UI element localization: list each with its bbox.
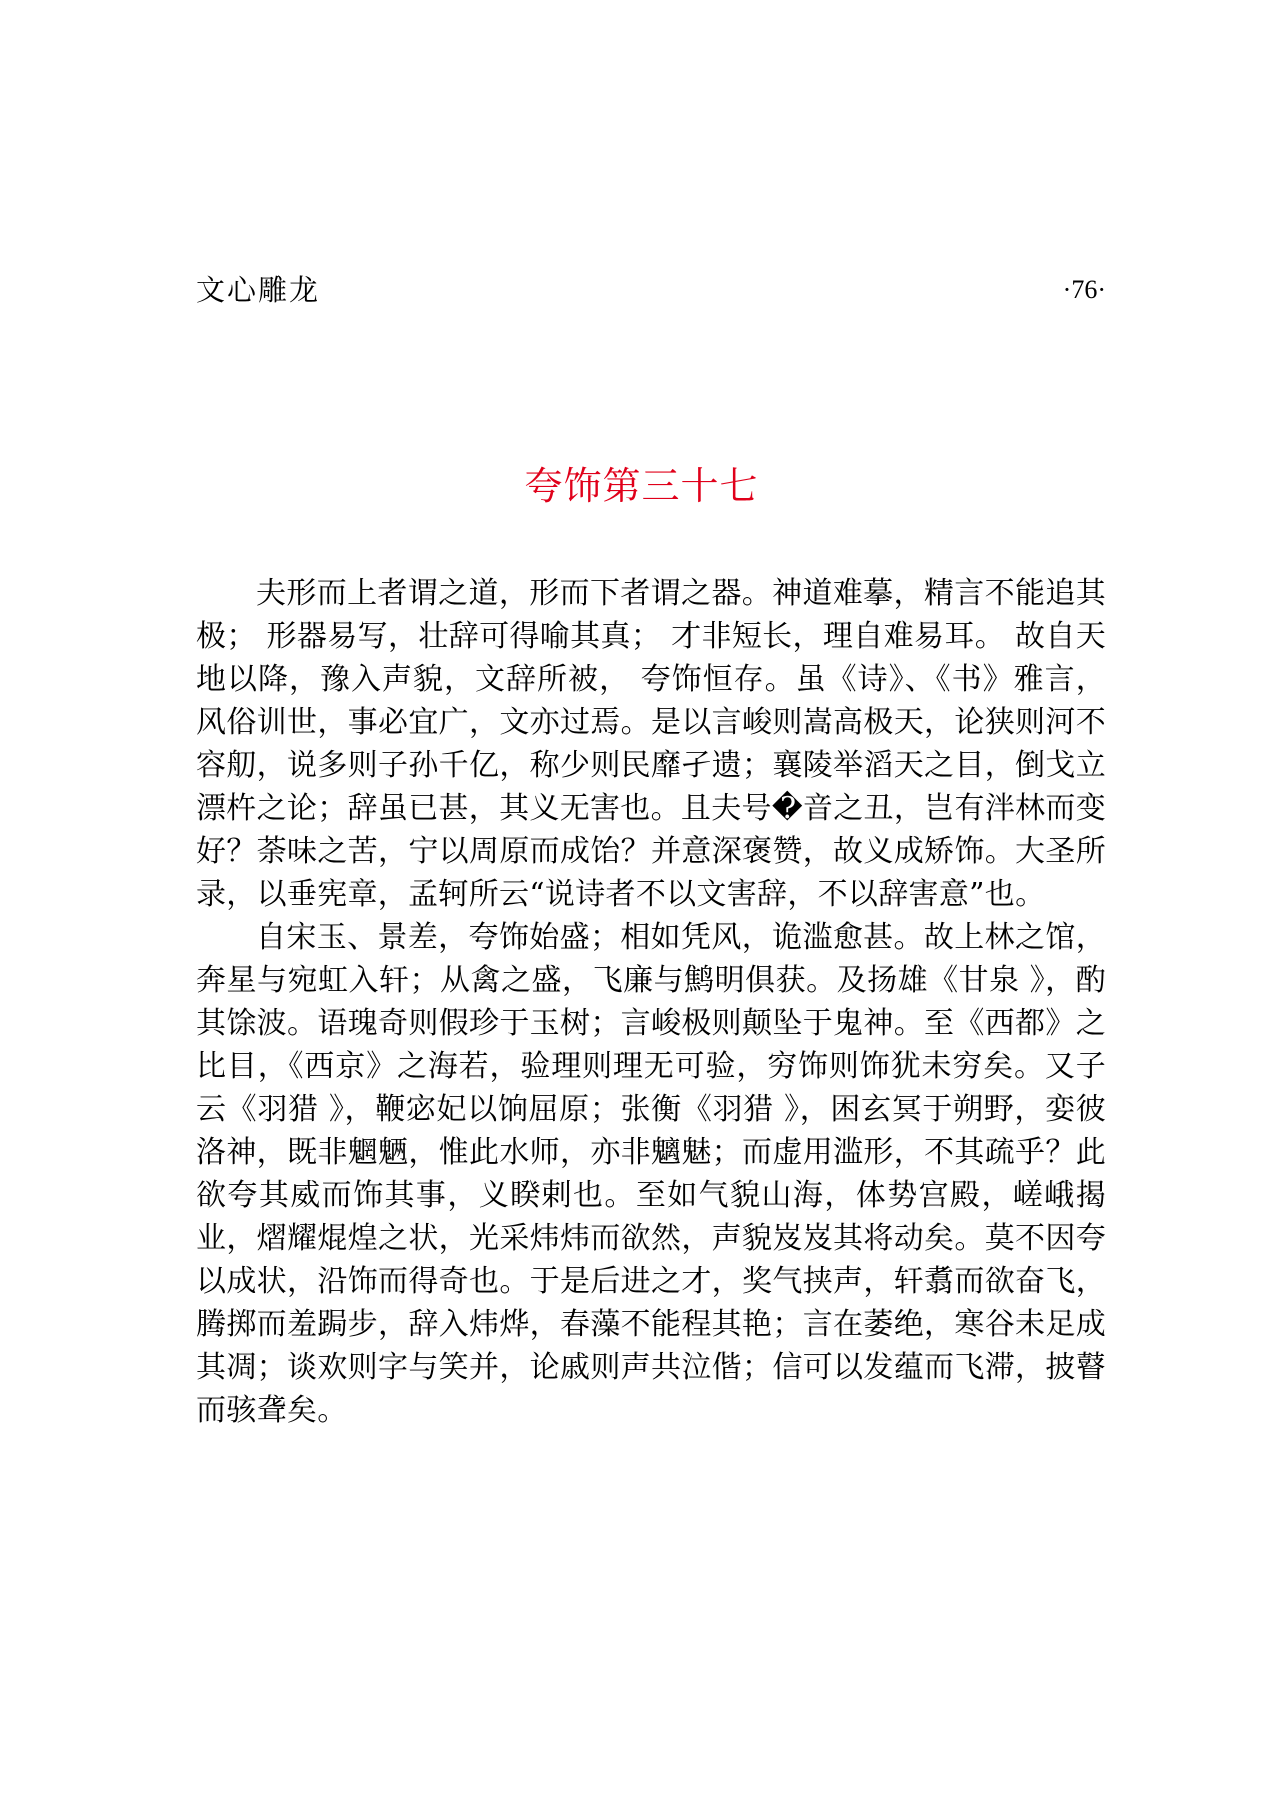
- running-header: [196, 268, 1106, 312]
- paragraph-1: 夫形而上者谓之道，形而下者谓之器。神道难摹，精言不能追其极； 形器易写，壮辞可得喻其真； 才非短长，理自难易耳。 故自天地以降，豫入声貌，文辞所被， 夸饰恒存。虽《诗》、《书》雅言，风俗训世，事必宜广，文亦过焉。是以言峻则嵩高极天，论狭则河不容舠，说多则子孙千亿，称少则民靡孑遗；襄陵举滔天之目，倒戈立漂杵之论；辞虽已甚，其义无害也。且夫号�音之丑，岂有泮林而变好？荼味之苦，宁以周原而成饴？并意深褒赞，故义成矫饰。大圣所录，以垂宪章，孟轲所云“说诗者不以文害辞，不以辞害意”也。: [196, 576, 1106, 912]
- page-number: ·76·: [1062, 275, 1106, 304]
- body-text: [196, 572, 1106, 1432]
- book-title: 文心雕龙: [196, 273, 321, 307]
- chapter-title: 夸饰第三十七: [524, 464, 759, 508]
- paragraph-2: 自宋玉、景差，夸饰始盛；相如凭风，诡滥愈甚。故上林之馆，奔星与宛虹入轩；从禽之盛，飞廉与鹪明俱获。及扬雄《甘泉 》，酌其馀波。语瑰奇则假珍于玉树；言峻极则颠坠于鬼神。至《西都》之比目，《西京》之海若，验理则理无可验，穷饰则饰犹未穷矣。又子云《羽猎 》，鞭宓妃以饷屈原；张衡《羽猎 》，困玄冥于朔野，娈彼洛神，既非魍魉，惟此水师，亦非魑魅；而虚用滥形，不其疏乎？此欲夸其威而饰其事，义睽剌也。至如气貌山海，体势宫殿，嵯峨揭业，熠耀焜煌之状，光采炜炜而欲然，声貌岌岌其将动矣。莫不因夸以成状，沿饰而得奇也。于是后进之才，奖气挟声，轩翥而欲奋飞，腾掷而羞跼步，辞入炜烨，春藻不能程其艳；言在萎绝，寒谷未足成其凋；谈欢则字与笑并，论戚则声共泣偕；信可以发蕴而飞滞，披瞽而骇聋矣。: [196, 920, 1106, 1428]
